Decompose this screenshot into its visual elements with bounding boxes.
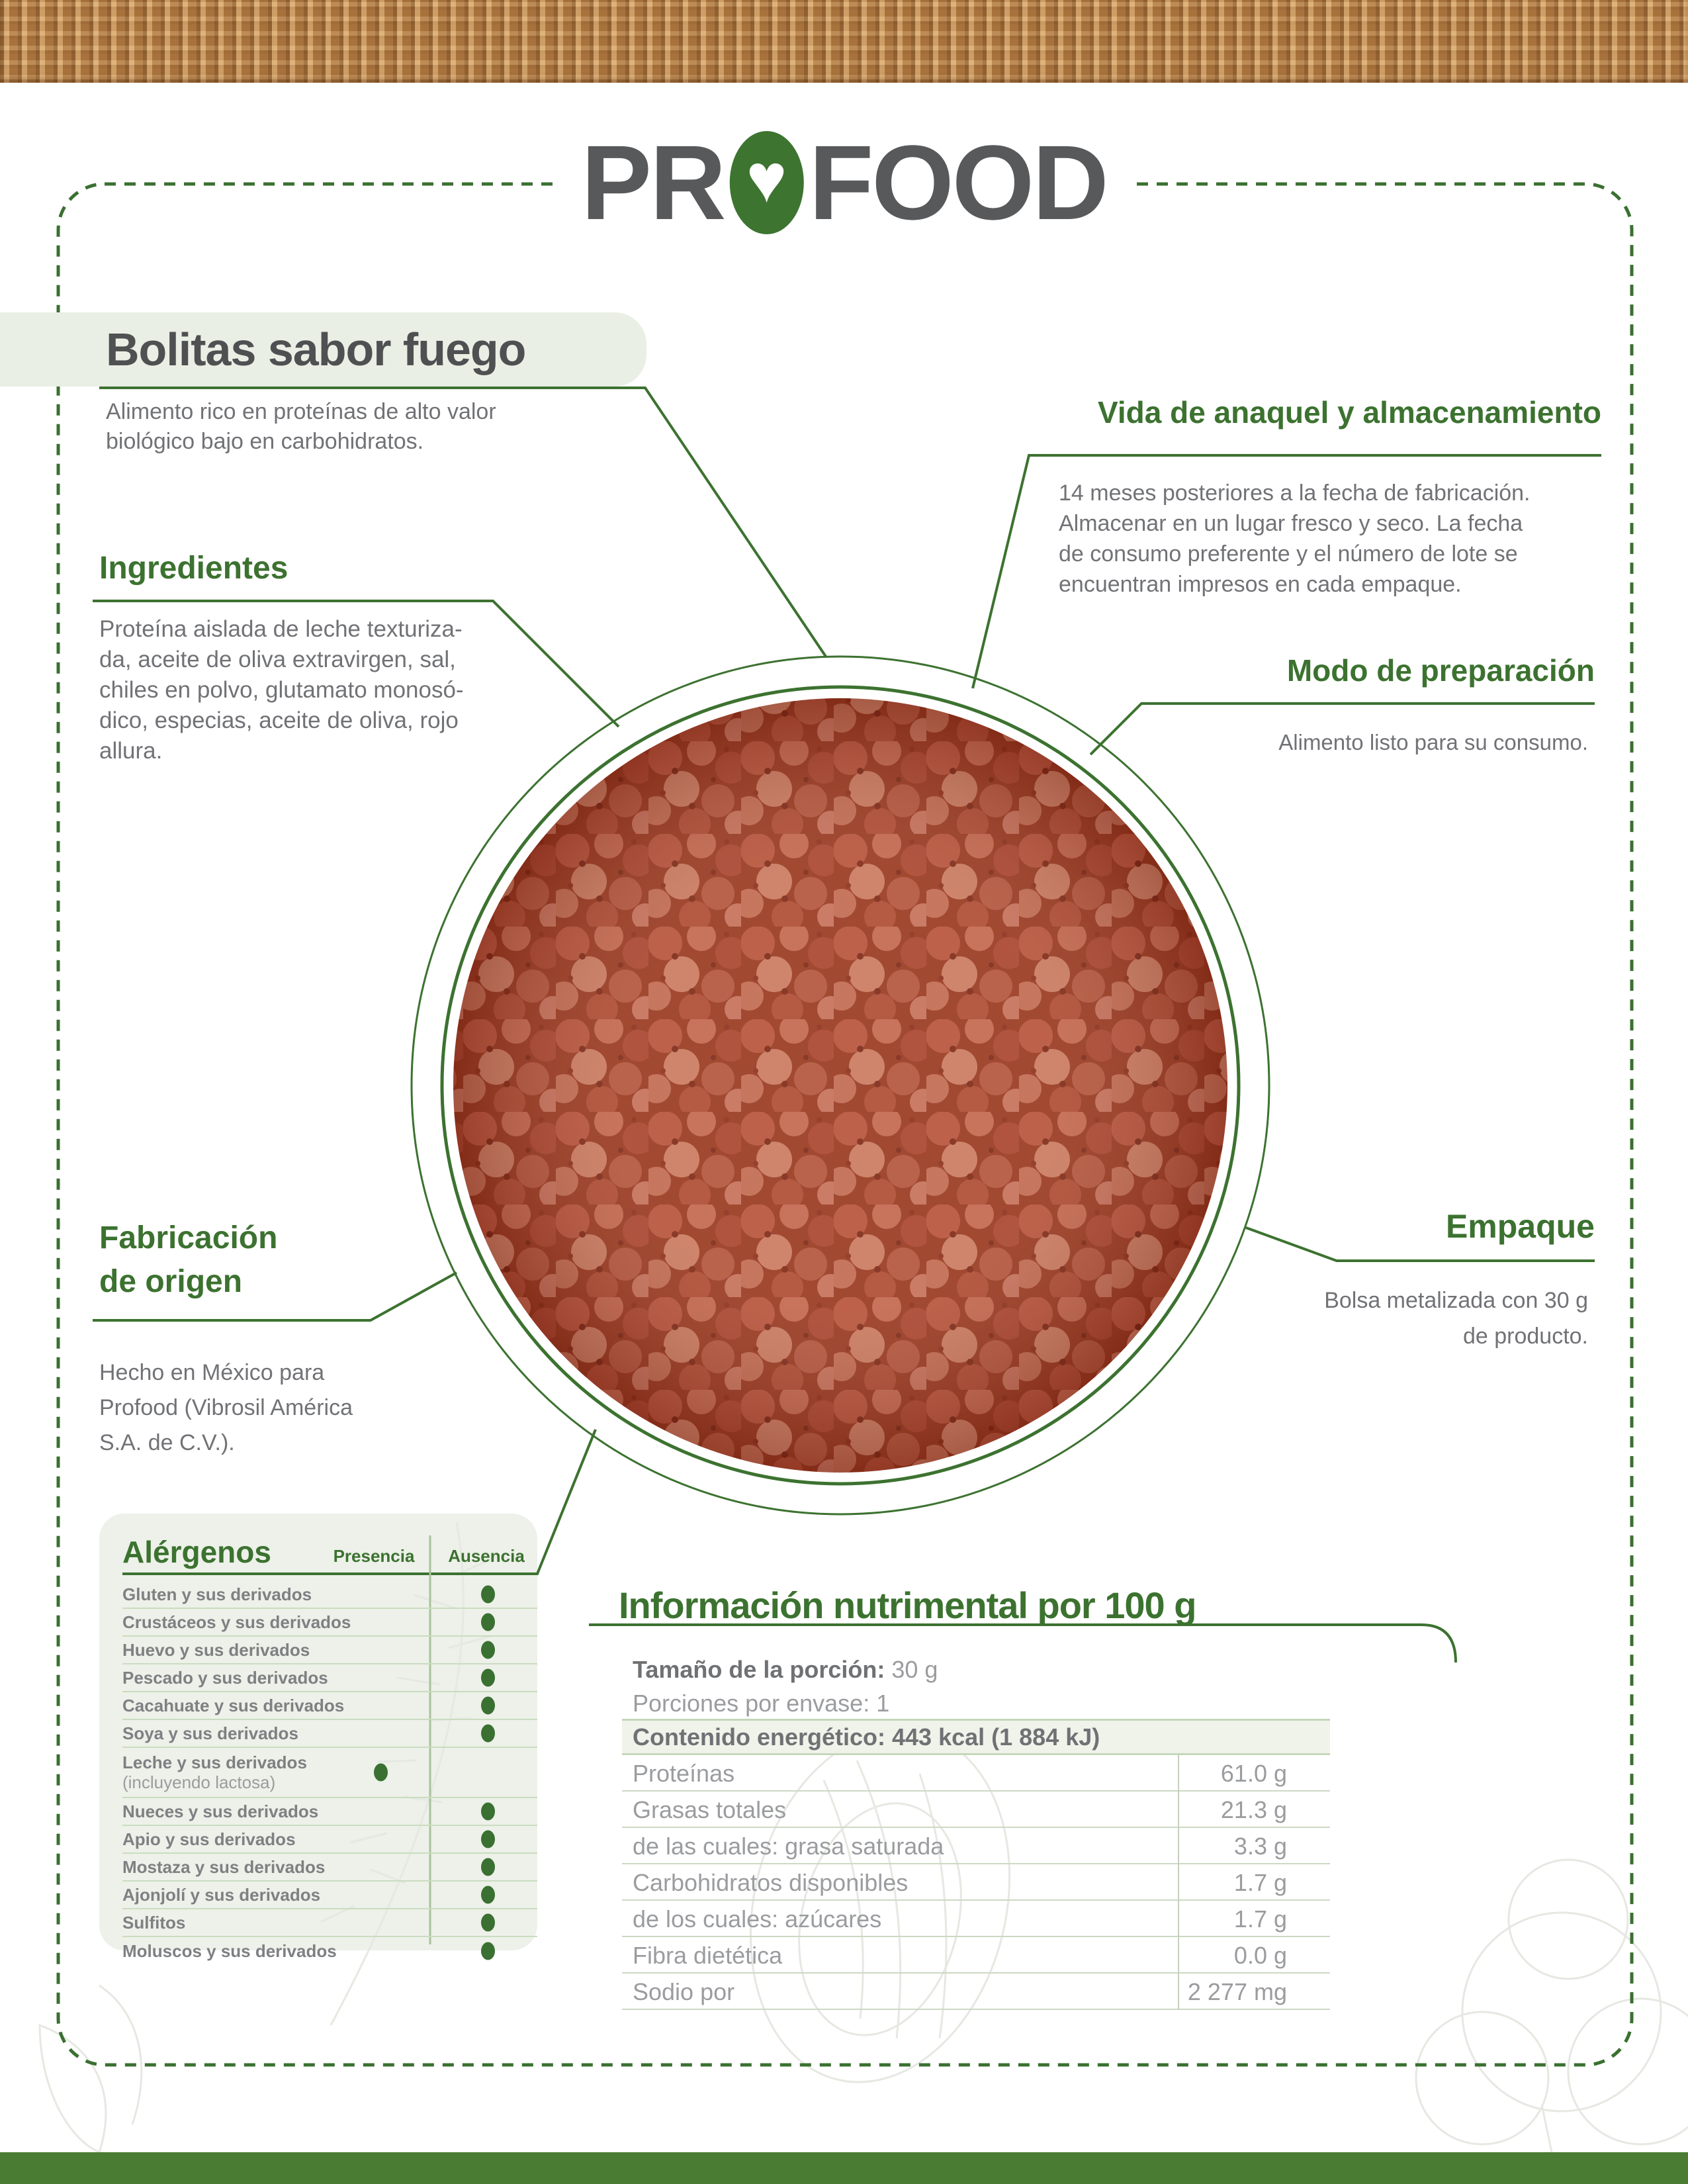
allergens-title: Alérgenos <box>122 1535 271 1569</box>
ingredients-title: Ingredientes <box>99 551 289 586</box>
allergen-row <box>122 1937 537 1965</box>
allergen-row <box>122 1664 537 1692</box>
nutrition-row-value: 1.7 g <box>1233 1869 1287 1896</box>
allergen-row <box>122 1826 537 1854</box>
nutrition-row <box>622 1864 1330 1901</box>
allergen-row <box>122 1748 537 1798</box>
logo-heart-icon: ♥ <box>730 131 804 234</box>
profood-logo <box>553 123 1134 242</box>
allergen-row <box>122 1882 537 1909</box>
allergen-row <box>122 1692 537 1720</box>
product-title-band <box>0 312 646 387</box>
nutrition-row-value: 0.0 g <box>1233 1942 1287 1969</box>
allergen-row <box>122 1909 537 1937</box>
nutrition-title: Información nutrimental por 100 g <box>619 1584 1196 1626</box>
allergen-mark-dot <box>481 1942 495 1960</box>
allergen-row <box>122 1637 537 1664</box>
allergen-row <box>122 1720 537 1748</box>
allergens-table <box>99 1581 537 1965</box>
allergen-row <box>122 1581 537 1609</box>
bottom-green-bar <box>0 2152 1688 2184</box>
nutrition-row-value: 21.3 g <box>1220 1796 1287 1823</box>
allergen-mark-dot <box>481 1614 495 1631</box>
nutrition-row-label: Proteínas <box>633 1760 735 1787</box>
packaging-text: Bolsa metalizada con 30 g de producto. <box>1324 1288 1588 1349</box>
allergen-sublabel: (incluyendo lactosa) <box>122 1772 276 1792</box>
allergen-mark-dot <box>481 1669 495 1687</box>
allergen-mark-dot <box>481 1641 495 1659</box>
servings-row: Porciones por envase: 1 <box>633 1690 890 1717</box>
nutrition-row-label: Fibra dietética <box>633 1942 783 1969</box>
allergen-mark-dot <box>481 1886 495 1904</box>
nutrition-row-value: 2 277 mg <box>1187 1978 1287 2005</box>
nutrition-row-label: Carbohidratos disponibles <box>633 1869 909 1896</box>
allergen-mark-dot <box>481 1914 495 1932</box>
allergen-label: Pescado y sus derivados <box>122 1668 328 1688</box>
shelf-life-title: Vida de anaquel y almacenamiento <box>1098 395 1601 430</box>
nutrition-row-value: 3.3 g <box>1233 1833 1287 1860</box>
energy-row: Contenido energético: 443 kcal (1 884 kJ) <box>622 1719 1330 1755</box>
nutrition-row <box>622 1937 1330 1974</box>
allergen-label: Soya y sus derivados <box>122 1723 298 1743</box>
shelf-life-text: 14 meses posteriores a la fecha de fabricación. Almacenar en un lugar fresco y seco. La fecha de consumo preferente y el número de lote se encuentran impresos en cada empaque. <box>1059 480 1531 597</box>
serving-size-value: 30 g <box>885 1656 938 1683</box>
nutrition-row-value: 1.7 g <box>1233 1905 1287 1933</box>
logo-text-food: FOOD <box>809 123 1107 242</box>
allergen-label: Moluscos y sus derivados <box>122 1941 337 1961</box>
allergen-mark-dot <box>481 1725 495 1743</box>
nutrition-row-label: Sodio por <box>633 1978 735 2005</box>
nutrition-row-value: 61.0 g <box>1220 1760 1287 1787</box>
allergen-label: Nueces y sus derivados <box>122 1801 319 1821</box>
allergen-mark-dot <box>481 1586 495 1604</box>
allergen-label: Leche y sus derivados <box>122 1752 307 1772</box>
allergen-row <box>122 1609 537 1637</box>
allergen-label: Gluten y sus derivados <box>122 1584 312 1604</box>
allergen-label: Sulfitos <box>122 1913 186 1933</box>
nutrition-row <box>622 1901 1330 1937</box>
serving-size-row <box>622 1651 1330 1688</box>
allergens-col-ausencia: Ausencia <box>448 1546 525 1566</box>
preparation-text: Alimento listo para su consumo. <box>1278 730 1588 754</box>
allergen-label: Apio y sus derivados <box>122 1829 296 1849</box>
allergen-mark-dot <box>481 1803 495 1821</box>
allergen-mark-dot <box>374 1764 388 1782</box>
allergen-mark-dot <box>481 1697 495 1715</box>
nutrition-value-divider <box>1178 1755 1179 2010</box>
serving-size-label: Tamaño de la porción: <box>633 1656 885 1683</box>
origin-text: Hecho en México para Profood (Vibrosil América S.A. de C.V.). <box>99 1360 353 1455</box>
nutrition-row <box>622 1974 1330 2010</box>
allergen-row <box>122 1798 537 1826</box>
allergen-label: Huevo y sus derivados <box>122 1640 310 1660</box>
product-title: Bolitas sabor fuego <box>106 324 526 375</box>
allergen-row <box>122 1854 537 1882</box>
packaging-title: Empaque <box>1445 1208 1595 1245</box>
nutrition-rows <box>622 1755 1330 2010</box>
nutrition-table <box>622 1651 1330 2012</box>
origin-title: Fabricación de origen <box>99 1220 278 1299</box>
product-subtitle: Alimento rico en proteínas de alto valor biológico bajo en carbohidratos. <box>106 399 496 454</box>
preparation-title: Modo de preparación <box>1286 653 1595 688</box>
allergen-label: Mostaza y sus derivados <box>122 1857 326 1877</box>
nutrition-row <box>622 1792 1330 1828</box>
logo-text-pro: PR <box>581 123 725 242</box>
allergen-mark-dot <box>481 1858 495 1876</box>
ingredients-text: Proteína aislada de leche texturiza- da, aceite de oliva extravirgen, sal, chiles en polvo, glutamato monosó- dico, especias, aceite de oliva, rojo allura. <box>99 616 464 764</box>
allergen-label: Cacahuate y sus derivados <box>122 1696 345 1715</box>
nutrition-row <box>622 1828 1330 1864</box>
allergens-col-presencia: Presencia <box>333 1546 415 1566</box>
nutrition-row-label: de los cuales: azúcares <box>633 1905 882 1933</box>
allergen-label: Ajonjolí y sus derivados <box>122 1885 321 1905</box>
nutrition-row <box>622 1755 1330 1792</box>
nutrition-row-label: Grasas totales <box>633 1796 787 1823</box>
nutrition-row-label: de las cuales: grasa saturada <box>633 1833 944 1860</box>
allergen-mark-dot <box>481 1831 495 1848</box>
allergen-label: Crustáceos y sus derivados <box>122 1612 351 1632</box>
